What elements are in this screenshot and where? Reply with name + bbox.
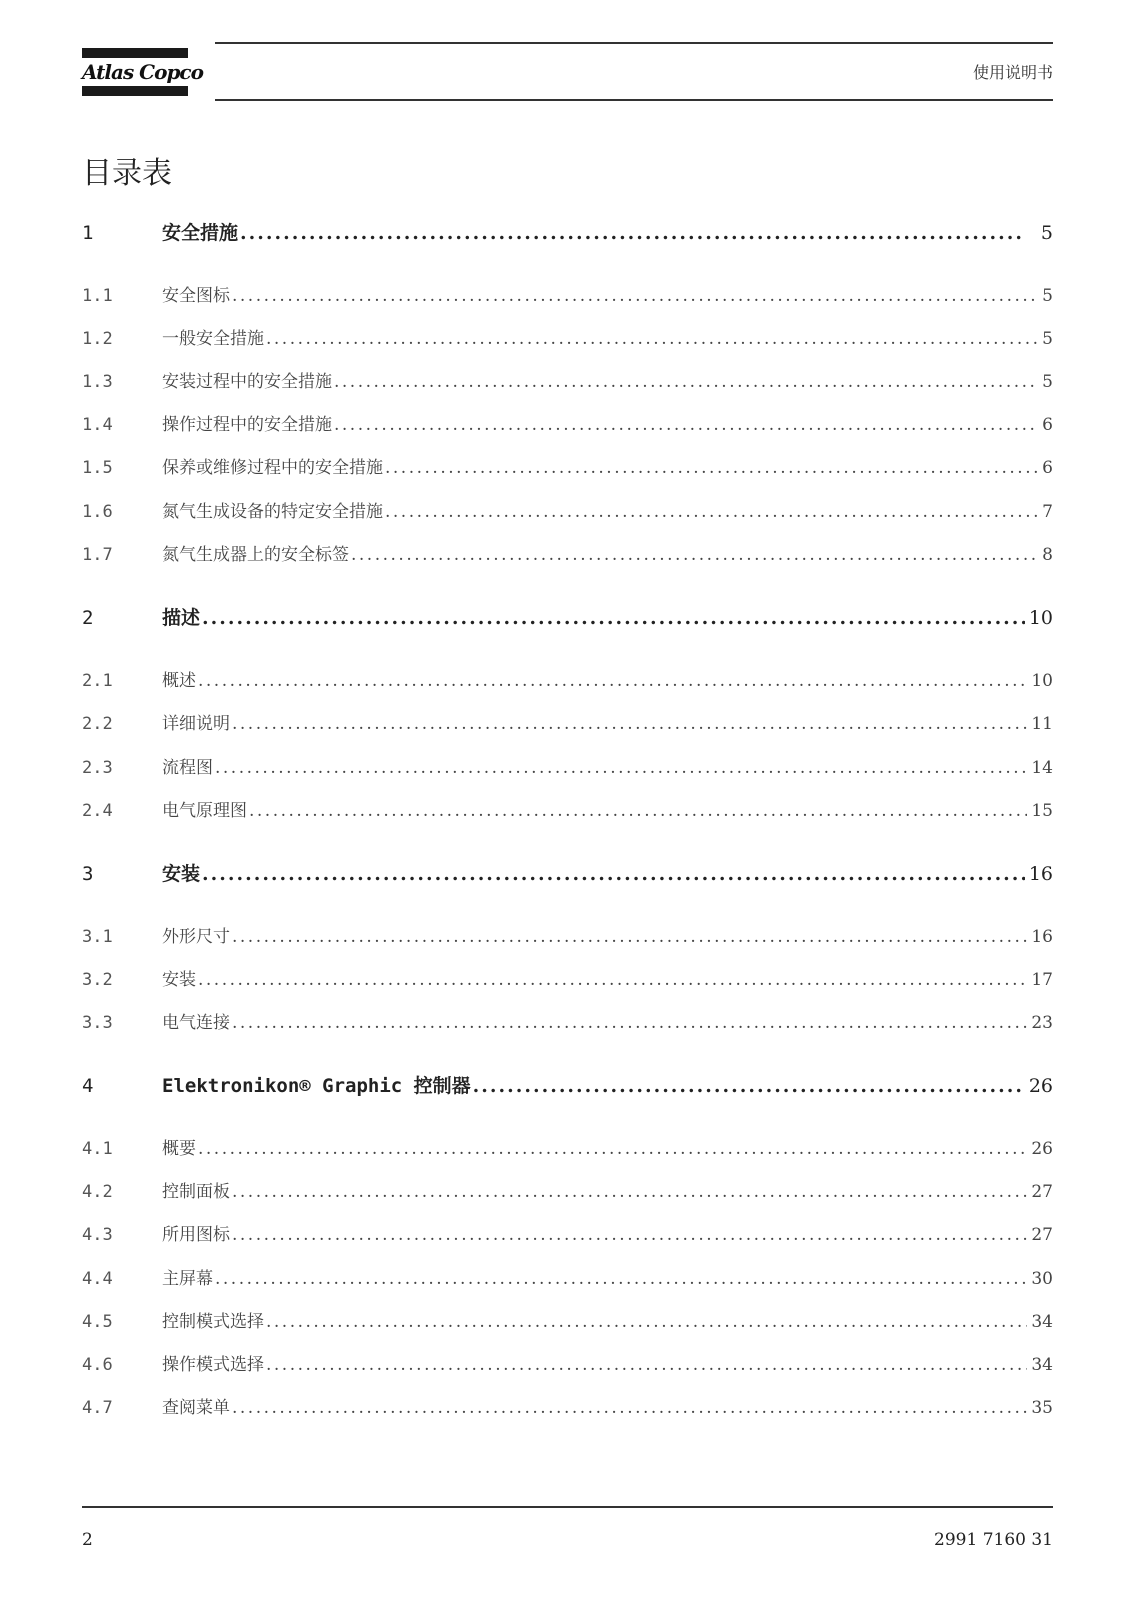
toc-entry-number: 1 — [82, 222, 94, 244]
toc-dot-leader — [198, 970, 1027, 990]
header-top-rule — [215, 42, 1053, 44]
toc-entry-title: 安全图标 — [162, 286, 230, 306]
logo-bottom-bar — [82, 86, 188, 96]
toc-entry-title: 所用图标 — [162, 1225, 230, 1245]
toc-entry-number: 2.4 — [82, 801, 113, 821]
toc-entry-title: 电气原理图 — [162, 801, 247, 821]
toc-dot-leader — [240, 222, 1025, 244]
toc-entry-page: 10 — [1031, 671, 1053, 691]
toc-section-entry[interactable] — [82, 1393, 1053, 1418]
toc-entry-number: 4.7 — [82, 1398, 113, 1418]
footer-rule — [82, 1506, 1053, 1508]
toc-entry-page: 23 — [1031, 1013, 1053, 1033]
toc-chapter-entry[interactable] — [82, 603, 1053, 630]
toc-section-entry[interactable] — [82, 410, 1053, 435]
atlas-copco-logo — [82, 48, 203, 96]
toc-entry-title: 氮气生成设备的特定安全措施 — [162, 502, 383, 522]
header-bottom-rule — [215, 99, 1053, 101]
toc-entry-page: 26 — [1028, 1075, 1053, 1097]
toc-chapter-entry[interactable] — [82, 1071, 1053, 1098]
toc-entry-page: 5 — [1042, 372, 1053, 392]
toc-entry-number: 1.4 — [82, 415, 113, 435]
toc-entry-number: 1.5 — [82, 458, 113, 478]
toc-chapter-entry[interactable] — [82, 218, 1053, 245]
toc-section-entry[interactable] — [82, 1008, 1053, 1033]
toc-section-entry[interactable] — [82, 1220, 1053, 1245]
toc-dot-leader — [385, 502, 1038, 522]
footer-document-number: 2991 7160 31 — [934, 1530, 1053, 1550]
toc-entry-number: 2 — [82, 607, 94, 629]
toc-dot-leader — [232, 286, 1038, 306]
toc-section-entry[interactable] — [82, 281, 1053, 306]
toc-entry-number: 3.2 — [82, 970, 113, 990]
toc-entry-number: 2.2 — [82, 714, 113, 734]
toc-section-entry[interactable] — [82, 324, 1053, 349]
toc-entry-number: 4.4 — [82, 1269, 113, 1289]
toc-entry-page: 16 — [1031, 927, 1053, 947]
toc-entry-title: 一般安全措施 — [162, 329, 264, 349]
toc-dot-leader — [351, 545, 1038, 565]
toc-dot-leader — [266, 1312, 1027, 1332]
toc-entry-title: 控制面板 — [162, 1182, 230, 1202]
toc-entry-number: 1.7 — [82, 545, 113, 565]
toc-dot-leader — [232, 1398, 1027, 1418]
toc-entry-title: Elektronikon® Graphic 控制器 — [162, 1075, 471, 1097]
toc-section-entry[interactable] — [82, 922, 1053, 947]
toc-entry-title: 外形尺寸 — [162, 927, 230, 947]
toc-dot-leader — [198, 671, 1027, 691]
toc-chapter-entry[interactable] — [82, 859, 1053, 886]
logo-top-bar — [82, 48, 188, 58]
toc-entry-number: 1.3 — [82, 372, 113, 392]
toc-section-entry[interactable] — [82, 753, 1053, 778]
toc-entry-page: 5 — [1042, 329, 1053, 349]
toc-section-entry[interactable] — [82, 453, 1053, 478]
toc-dot-leader — [232, 1182, 1027, 1202]
toc-dot-leader — [202, 863, 1025, 885]
toc-entry-title: 控制模式选择 — [162, 1312, 264, 1332]
toc-entry-page: 14 — [1031, 758, 1053, 778]
toc-entry-title: 保养或维修过程中的安全措施 — [162, 458, 383, 478]
toc-dot-leader — [266, 1355, 1027, 1375]
toc-entry-page: 27 — [1031, 1182, 1053, 1202]
toc-entry-number: 2.1 — [82, 671, 113, 691]
toc-entry-title: 安全措施 — [162, 222, 239, 244]
toc-entry-title: 操作过程中的安全措施 — [162, 415, 332, 435]
toc-entry-number: 3.1 — [82, 927, 113, 947]
toc-dot-leader — [232, 1013, 1027, 1033]
toc-entry-number: 4.2 — [82, 1182, 113, 1202]
toc-entry-page: 11 — [1031, 714, 1053, 734]
toc-entry-page: 16 — [1028, 863, 1053, 885]
toc-section-entry[interactable] — [82, 367, 1053, 392]
toc-entry-number: 1.6 — [82, 502, 113, 522]
toc-dot-leader — [232, 1225, 1027, 1245]
toc-entry-page: 6 — [1042, 458, 1053, 478]
toc-entry-page: 10 — [1028, 607, 1053, 629]
toc-dot-leader — [232, 714, 1027, 734]
toc-entry-page: 27 — [1031, 1225, 1053, 1245]
logo-wordmark: Atlas Copco — [82, 60, 203, 84]
toc-entry-page: 30 — [1031, 1269, 1053, 1289]
toc-section-entry[interactable] — [82, 497, 1053, 522]
toc-entry-page: 5 — [1040, 222, 1053, 244]
toc-dot-leader — [215, 1269, 1027, 1289]
toc-section-entry[interactable] — [82, 1134, 1053, 1159]
toc-entry-page: 5 — [1042, 286, 1053, 306]
toc-entry-title: 概要 — [162, 1139, 196, 1159]
toc-entry-title: 概述 — [162, 671, 196, 691]
toc-section-entry[interactable] — [82, 1264, 1053, 1289]
toc-dot-leader — [385, 458, 1038, 478]
toc-entry-page: 34 — [1031, 1355, 1053, 1375]
toc-entry-title: 主屏幕 — [162, 1269, 213, 1289]
toc-section-entry[interactable] — [82, 1177, 1053, 1202]
toc-section-entry[interactable] — [82, 965, 1053, 990]
document-type-label: 使用说明书 — [972, 63, 1053, 82]
page-title: 目录表 — [82, 156, 172, 191]
toc-dot-leader — [334, 372, 1038, 392]
toc-entry-page: 8 — [1042, 545, 1053, 565]
toc-entry-title: 描述 — [162, 607, 201, 629]
toc-entry-number: 4.3 — [82, 1225, 113, 1245]
toc-entry-number: 3 — [82, 863, 94, 885]
toc-entry-number: 4 — [82, 1075, 94, 1097]
toc-entry-title: 安装 — [162, 970, 196, 990]
toc-dot-leader — [334, 415, 1038, 435]
toc-entry-page: 15 — [1031, 801, 1053, 821]
toc-dot-leader — [249, 801, 1027, 821]
toc-entry-number: 4.1 — [82, 1139, 113, 1159]
toc-entry-page: 17 — [1031, 970, 1053, 990]
toc-section-entry[interactable] — [82, 1307, 1053, 1332]
toc-entry-title: 流程图 — [162, 758, 213, 778]
toc-entry-number: 4.6 — [82, 1355, 113, 1375]
toc-entry-number: 3.3 — [82, 1013, 113, 1033]
toc-section-entry[interactable] — [82, 1350, 1053, 1375]
toc-entry-number: 4.5 — [82, 1312, 113, 1332]
toc-entry-title: 操作模式选择 — [162, 1355, 264, 1375]
toc-entry-title: 安装 — [162, 863, 201, 885]
toc-entry-title: 电气连接 — [162, 1013, 230, 1033]
toc-entry-title: 详细说明 — [162, 714, 230, 734]
toc-entry-number: 1.1 — [82, 286, 113, 306]
toc-dot-leader — [232, 927, 1027, 947]
toc-dot-leader — [473, 1075, 1025, 1097]
toc-section-entry[interactable] — [82, 666, 1053, 691]
toc-section-entry[interactable] — [82, 796, 1053, 821]
toc-entry-number: 2.3 — [82, 758, 113, 778]
toc-entry-page: 6 — [1042, 415, 1053, 435]
toc-entry-title: 氮气生成器上的安全标签 — [162, 545, 349, 565]
footer-page-number: 2 — [82, 1530, 93, 1550]
toc-entry-number: 1.2 — [82, 329, 113, 349]
toc-section-entry[interactable] — [82, 709, 1053, 734]
toc-entry-title: 查阅菜单 — [162, 1398, 230, 1418]
toc-entry-page: 34 — [1031, 1312, 1053, 1332]
toc-dot-leader — [198, 1139, 1027, 1159]
toc-dot-leader — [266, 329, 1038, 349]
toc-entry-page: 26 — [1031, 1139, 1053, 1159]
toc-entry-title: 安装过程中的安全措施 — [162, 372, 332, 392]
toc-entry-page: 7 — [1042, 502, 1053, 522]
toc-section-entry[interactable] — [82, 540, 1053, 565]
toc-dot-leader — [202, 607, 1025, 629]
toc-entry-page: 35 — [1031, 1398, 1053, 1418]
toc-dot-leader — [215, 758, 1027, 778]
